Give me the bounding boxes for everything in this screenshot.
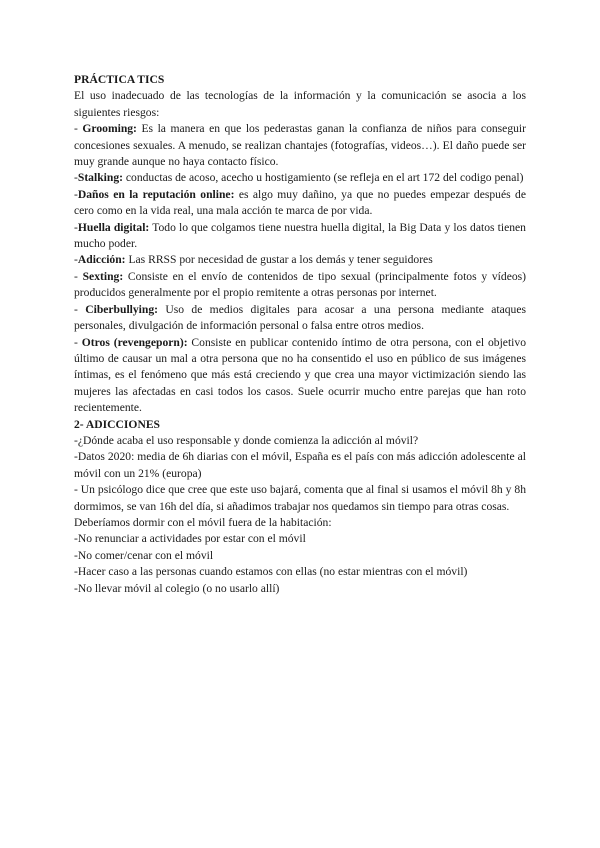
section-heading-practica-tics: PRÁCTICA TICS: [74, 73, 165, 86]
risk-item-ciberbullying: [74, 302, 526, 335]
risk-prefix: -: [74, 220, 78, 234]
risk-term: Adicción:: [77, 253, 126, 267]
risk-text: Consiste en el envío de contenidos de tipo sexual (principalmente fotos y vídeos) producidos generalmente por el propio remitente a otras personas por internet.: [74, 269, 527, 300]
adicciones-paragraph: -No llevar móvil al colegio (o no usarlo allí): [74, 581, 280, 595]
document-page: [74, 72, 526, 597]
risk-item-adiccion: [74, 252, 526, 268]
adicciones-paragraph: -Datos 2020: media de 6h diarias con el móvil, España es el país con más adicción adolescente al móvil con un 21% (europa): [74, 450, 526, 480]
adicciones-paragraph: - Un psicólogo dice que cree que este uso bajará, comenta que al final si usamos el móvil 8h y 8h dormimos, se van 16h del día, si añadimos trabajar nos quedamos sin tiempo para otras cosas.: [74, 483, 526, 513]
risk-term: Daños en la reputación online:: [77, 187, 235, 201]
risk-term: Grooming:: [82, 122, 137, 136]
adicciones-paragraph: Deberíamos dormir con el móvil fuera de la habitación:: [74, 515, 332, 529]
adicciones-paragraph: -No renunciar a actividades por estar con el móvil: [74, 532, 306, 546]
risk-term: Huella digital:: [77, 220, 150, 234]
risk-text: Las RRSS por necesidad de gustar a los demás y tener seguidores: [125, 253, 433, 267]
adicciones-paragraph: -No comer/cenar con el móvil: [74, 548, 214, 562]
risk-item-huella-digital: [74, 220, 526, 253]
intro-paragraph: El uso inadecuado de las tecnologías de la información y la comunicación se asocia a los siguientes riesgos:: [74, 89, 526, 119]
risk-prefix: -: [74, 187, 78, 201]
risk-item-grooming: [74, 121, 526, 170]
adicciones-paragraph: -Hacer caso a las personas cuando estamos con ellas (no estar mientras con el móvil): [74, 565, 468, 579]
risk-prefix: -: [74, 335, 82, 349]
risk-text: Todo lo que colgamos tiene nuestra huella digital, la Big Data y los datos tienen mucho poder.: [74, 220, 526, 251]
risk-item-sexting: [74, 269, 526, 302]
risk-prefix: -: [74, 253, 78, 267]
risk-prefix: -: [74, 171, 78, 185]
risk-prefix: -: [74, 269, 83, 283]
risk-item-revengeporn: [74, 335, 526, 417]
risk-item-stalking: [74, 170, 526, 186]
risk-text: Consiste en publicar contenido íntimo de otra persona, con el objetivo último de causar un mal a otra persona que no ha consentido el uso en público de sus imágenes íntimas, es el fenómeno que más está creciendo y que crea una mayor victimización siendo las mujeres las afectadas en casi todos los casos. Suele ocurrir mucho entre parejas que han roto recientemente.: [74, 335, 526, 415]
risk-text: Es la manera en que los pederastas ganan la confianza de niños para conseguir concesiones sexuales. A menudo, se realizan chantajes (fotografías, videos…). El daño puede ser muy grande aunque no haya contacto físico.: [74, 122, 526, 169]
adicciones-paragraph: -¿Dónde acaba el uso responsable y donde comienza la adicción al móvil?: [74, 433, 419, 447]
risk-prefix: -: [74, 122, 83, 136]
risk-term: Otros (revengeporn):: [81, 335, 188, 349]
risk-item-reputacion: [74, 187, 526, 220]
risk-text: conductas de acoso, acecho u hostigamiento (se refleja en el art 172 del codigo penal): [122, 171, 524, 185]
risk-prefix: -: [74, 302, 86, 316]
risk-term: Sexting:: [82, 269, 124, 283]
risk-term: Ciberbullying:: [85, 302, 159, 316]
section-heading-adicciones: 2- ADICCIONES: [74, 417, 161, 431]
risk-term: Stalking:: [77, 171, 123, 185]
risk-text: Uso de medios digitales para acosar a una persona mediante ataques personales, divulgación de información personal o falsa entre otros medios.: [74, 302, 526, 333]
risk-text: es algo muy dañino, ya que no puedes empezar después de cero como en la vida real, una mala acción te marca de por vida.: [74, 187, 526, 218]
